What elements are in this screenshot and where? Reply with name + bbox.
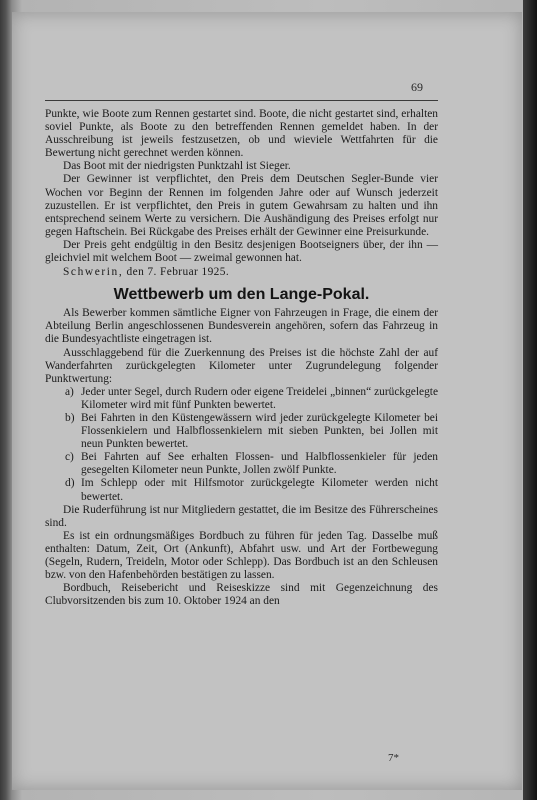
list-item (45, 451, 438, 477)
signature-place: Schwerin, (63, 266, 124, 279)
paragraph: Als Bewerber kommen sämtliche Eigner von Fahrzeugen in Frage, die einem der Abteilung Berlin angeschlossenen Bundesverein angehören, sofern das Fahrzeug in die Bundesyachtliste eingetragen ist. (45, 307, 438, 346)
page-body (45, 108, 438, 608)
list-item-text: Bei Fahrten auf See erhalten Flossen- und Halbflossenkieler für jeden gesegelten Kilometer neun Punkte, Jollen zwölf Punkte. (81, 451, 438, 477)
list-item-label: b) (65, 411, 75, 424)
paragraph: Das Boot mit der niedrigsten Punktzahl ist Sieger. (63, 160, 291, 173)
paragraph: Punkte, wie Boote zum Rennen gestartet sind. Boote, die nicht gestartet sind, erhalten soviel Punkte, als Boote zu den betreffenden Rennen gemeldet haben. In der Ausschreibung ist jeweils festzusetzen, ob und wieviele Wettfahrten für die Bewertung nicht gerechnet werden können. (45, 108, 438, 160)
list-item (45, 412, 438, 451)
list-item-label: c) (65, 451, 74, 464)
list-item-text: Bei Fahrten in den Küstengewässern wird jeder zurückgelegte Kilometer bei Flossenkielern und Halbflossenkielern mit sieben Punkten, bei Jollen mit neun Punkten bewertet. (81, 411, 438, 451)
list-item-text: Jeder unter Segel, durch Rudern oder eigene Treidelei „binnen“ zurückgelegte Kilometer wird mit fünf Punkten bewertet. (81, 385, 438, 411)
paragraph: Bordbuch, Reisebericht und Reiseskizze sind mit Gegenzeichnung des Clubvorsitzenden bis zum 10. Oktober 1924 an den (45, 582, 438, 608)
list-item (45, 477, 438, 503)
signature-line (45, 266, 438, 279)
list-item (45, 386, 438, 412)
paragraph: Die Ruderführung ist nur Mitgliedern gestattet, die im Besitze des Führerscheines sind. (45, 503, 438, 529)
signature-date: den 7. Februar 1925. (126, 266, 230, 279)
header-rule (45, 100, 438, 101)
section-heading: Wettbewerb um den Lange-Pokal. (113, 286, 370, 304)
scoring-list (45, 386, 438, 504)
page-number: 69 (411, 80, 423, 94)
signature-mark: 7* (388, 752, 399, 764)
paragraph: Es ist ein ordnungsmäßiges Bordbuch zu führen für jeden Tag. Dasselbe muß enthalten: Datum, Zeit, Ort (Ankunft), Abfahrt usw. und Art der Fortbewegung (Segeln, Rudern, Treideln, Motor oder Schlepp). Das Bordbuch ist an den Schleusen bzw. von den Hafenbehörden bestätigen zu lassen. (45, 529, 438, 582)
paragraph: Ausschlaggebend für die Zuerkennung des Preises ist die höchste Zahl der auf Wanderfahrten zurückgelegten Kilometer unter Zugrundelegung folgender Punktwertung: (45, 346, 438, 385)
list-item-label: d) (65, 477, 75, 490)
paragraph: Der Gewinner ist verpflichtet, den Preis dem Deutschen Segler-Bunde vier Wochen vor Beginn der Rennen im folgenden Jahre oder auf Wunsch jederzeit zuzustellen. Er ist verpflichtet, den Preis in gutem Gewahrsam zu halten und ihn entsprechend seinem Werte zu versichern. Die Aushändigung des Preises erfolgt nur gegen Haftschein. Bei Rückgabe des Preises erhält der Gewinner eine Preisurkunde. (45, 173, 438, 238)
list-item-text: Im Schlepp oder mit Hilfsmotor zurückgelegte Kilometer werden nicht bewertet. (81, 477, 438, 503)
paragraph: Der Preis geht endgültig in den Besitz desjenigen Bootseigners über, der ihn — gleichviel mit welchem Boot — zweimal gewonnen hat. (45, 238, 438, 265)
book-edge-shadow (523, 0, 537, 800)
list-item-label: a) (65, 385, 74, 398)
